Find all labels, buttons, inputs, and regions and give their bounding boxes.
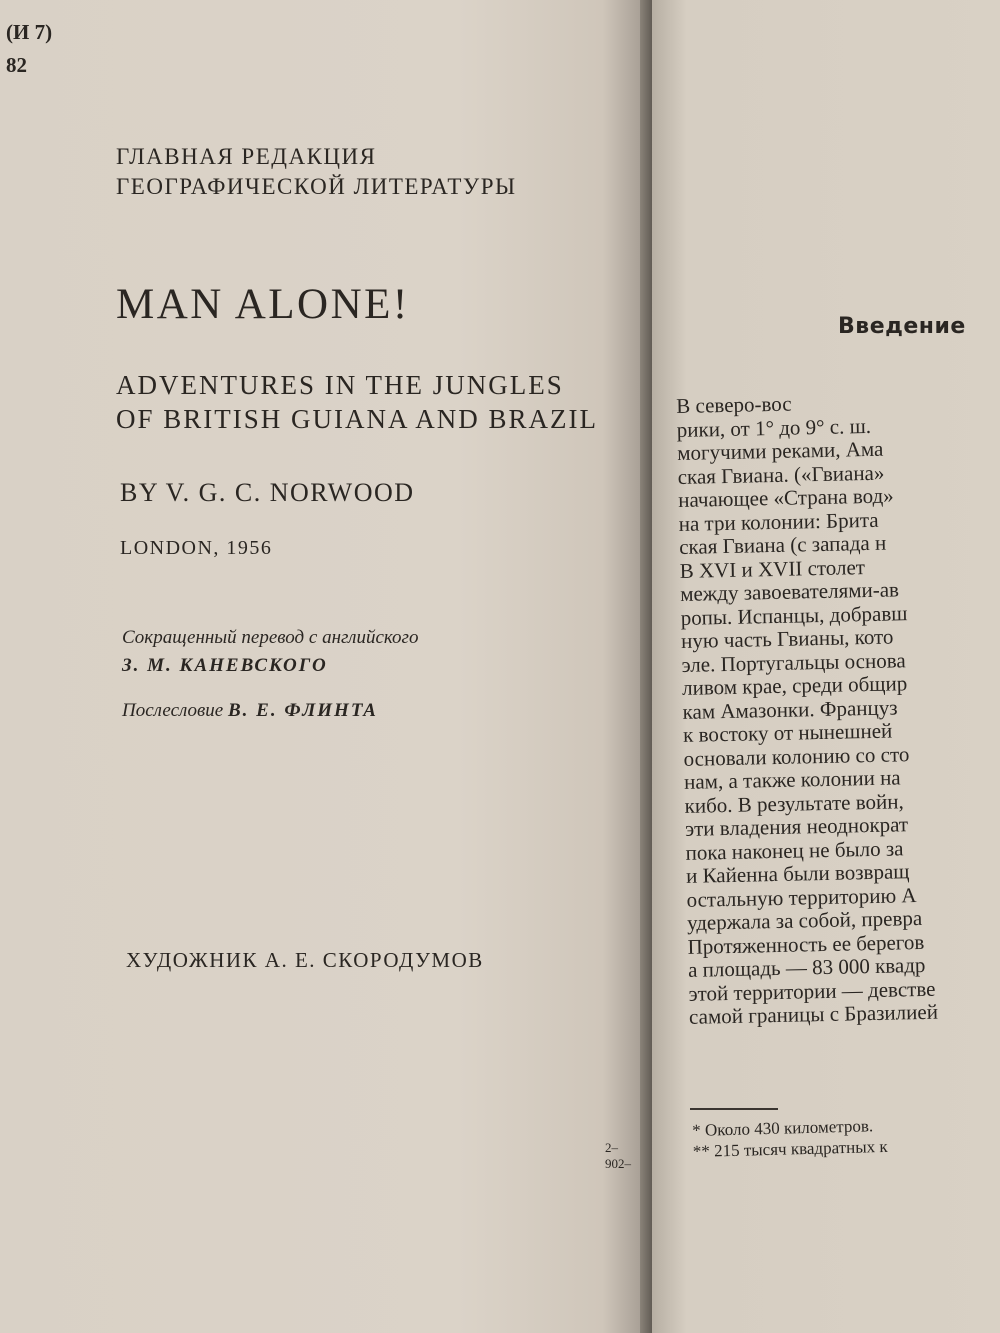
afterword-author: В. Е. ФЛИНТА xyxy=(227,700,378,721)
footnote-divider xyxy=(690,1108,778,1110)
publisher-line-2: ГЕОГРАФИЧЕСКОЙ ЛИТЕРАТУРЫ xyxy=(116,174,517,199)
right-page xyxy=(652,0,1000,1333)
catalog-code: (И 7) xyxy=(6,20,53,44)
catalog-codes xyxy=(6,16,52,82)
text-line: В северо-вос xyxy=(675,391,792,418)
edge-code xyxy=(605,1140,631,1172)
body-text xyxy=(676,390,938,1030)
text-line: ливом крае, среди общир xyxy=(681,671,908,700)
translator-name: З. М. КАНЕВСКОГО xyxy=(122,655,328,676)
footnote-1: * Около 430 километров. xyxy=(692,1116,874,1140)
text-line: между завоевателями-ав xyxy=(679,577,900,606)
text-line: остальную территорию А xyxy=(686,882,917,912)
text-line: этой территории — девстве xyxy=(688,976,936,1006)
text-line: на три колонии: Брита xyxy=(678,507,879,536)
edge-code-line-2: 902– xyxy=(605,1156,631,1171)
text-line: ную часть Гвианы, кото xyxy=(680,624,894,653)
translation-credit xyxy=(122,624,418,680)
subtitle-line-1: ADVENTURES IN THE JUNGLES xyxy=(116,370,564,400)
text-line: рики, от 1° до 9° с. ш. xyxy=(676,413,872,442)
book-title: MAN ALONE! xyxy=(116,281,410,328)
translation-note: Сокращенный перевод с английского xyxy=(122,627,419,648)
afterword-credit xyxy=(122,700,378,722)
afterword-label: Послесловие xyxy=(122,700,224,721)
text-line: к востоку от нынешней xyxy=(682,718,893,747)
text-line: пока наконец не было за xyxy=(685,835,904,865)
text-line: самой границы с Бразилией xyxy=(688,999,939,1029)
place-year: LONDON, 1956 xyxy=(120,537,273,559)
section-heading: Введение xyxy=(838,314,966,339)
text-line: и Кайенна были возвращ xyxy=(685,859,910,888)
text-line: а площадь — 83 000 квадр xyxy=(687,952,926,982)
artist-credit: ХУДОЖНИК А. Е. СКОРОДУМОВ xyxy=(126,948,484,972)
text-line: удержала за собой, превра xyxy=(686,905,923,935)
footnotes xyxy=(692,1115,888,1162)
text-line: ропы. Испанцы, добравш xyxy=(680,600,908,630)
catalog-number: 82 xyxy=(6,53,27,77)
text-line: основали колонию со сто xyxy=(683,741,910,771)
text-line: В XVI и XVII столет xyxy=(679,554,866,583)
book-subtitle xyxy=(116,368,598,436)
text-line: кам Амазонки. Француз xyxy=(682,694,898,724)
text-line: кибо. В результате войн, xyxy=(684,788,904,818)
text-line: эле. Португальцы основа xyxy=(681,647,906,677)
footnote-2: ** 215 тысяч квадратных к xyxy=(692,1136,888,1161)
author: BY V. G. C. NORWOOD xyxy=(120,478,415,507)
text-line: начающее «Страна вод» xyxy=(677,483,894,512)
publisher xyxy=(116,142,517,202)
text-line: нам, а также колонии на xyxy=(683,765,901,794)
text-line: ская Гвиана (с запада н xyxy=(678,530,887,559)
edge-code-line-1: 2– xyxy=(605,1140,618,1155)
text-line: эти владения неоднократ xyxy=(684,812,909,841)
publisher-line-1: ГЛАВНАЯ РЕДАКЦИЯ xyxy=(116,144,377,169)
text-line: могучими реками, Ама xyxy=(676,436,884,465)
text-line: ская Гвиана. («Гвиана» xyxy=(677,460,885,489)
text-line: Протяженность ее берегов xyxy=(687,929,925,959)
subtitle-line-2: OF BRITISH GUIANA AND BRAZIL xyxy=(116,404,599,434)
